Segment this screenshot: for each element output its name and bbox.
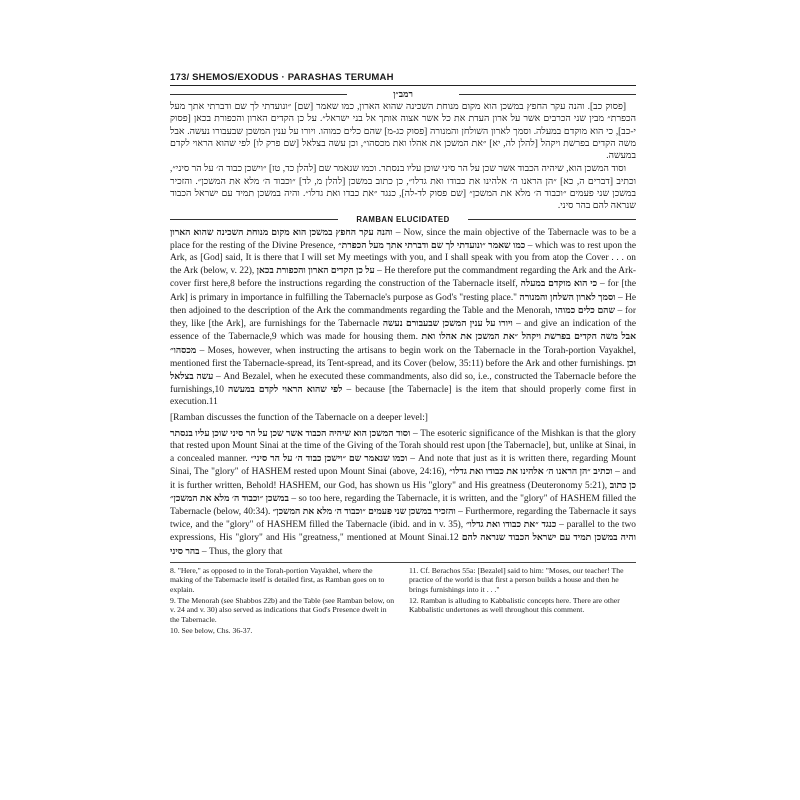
hebrew-phrase: כנגד ״את כבודו ואת גדלו״: [465, 519, 557, 530]
english-text: – and it is further written, Behold! HASHEM, our God, has shown us His "glory" and His greatness (Deuteronomy 5:21),: [170, 467, 636, 491]
elucidation-paragraph: [170, 427, 636, 558]
english-text: – He then adjoined to the description of the Ark the commandments regarding the Table and the Menorah,: [170, 292, 636, 316]
hebrew-phrase: כי הוא מוקדם במעלה: [520, 278, 598, 289]
english-text: – Thus, the glory that: [199, 546, 283, 557]
page-number: 173: [170, 72, 187, 83]
elucidation-paragraph: [170, 226, 636, 409]
hebrew-phrase: והיה במשכן תמיד עם ישראל הכבוד שנראה להם בהר סיני: [170, 532, 636, 556]
section-label: רמב״ן: [170, 89, 636, 99]
english-text: – And note that just as it is written there, regarding Mount Sinai, The "glory" of HASHEM rested upon Mount Sinai (above, 24:16),: [170, 454, 636, 478]
elucidation-body: [170, 226, 636, 558]
hebrew-phrase: ויורו על ענין המשכן שבעבורם נעשה: [382, 318, 513, 329]
footnotes: [170, 562, 636, 638]
english-text: – And Bezalel, when he executed these commandments, also did so, i.e., constructed the Tabernacle before the furnishings,10: [170, 371, 636, 396]
english-text: – Moses, however, when instructing the artisans to begin work on the Tabernacle in the Torah-portion Vayakhel, mentioned first the Tabernacle-spread, its Tent-spread, and its Cover (below, 35:11) before the Ark and other furnishings.: [170, 345, 636, 369]
footnote: 10. See below, Chs. 36-37.: [170, 626, 253, 636]
hebrew-commentary: [170, 101, 636, 213]
english-text: – so too here, regarding the Tabernacle, it is written, and the "glory" of HASHEM filled the Tabernacle (below, 40:34).: [170, 493, 636, 517]
hebrew-phrase: וכתיב ״הן הראנו ה׳ אלהינו את כבודו ואת גדלו״: [449, 466, 613, 477]
hebrew-phrase: שהם כלים כמוהו: [555, 304, 615, 315]
hebrew-phrase: וסוד המשכן הוא שיהיה הכבוד אשר שכן על הר סיני שוכן עליו בנסתר: [170, 427, 411, 438]
english-text: – parallel to the two expressions, His "glory" and His "greatness," mentioned at Mount Sinai.12: [170, 520, 636, 544]
hebrew-phrase: אבל משה הקדים בפרשת ויקהל ״את המשכן את אהלו ואת מכסהו״: [170, 331, 636, 355]
english-text: – Furthermore, regarding the Tabernacle it says twice, and the "glory" of HASHEM filled the Tabernacle (ibid. and in v. 35),: [170, 506, 636, 531]
footnotes-right-column: [409, 566, 636, 638]
english-text: – which was to rest upon the Ark, as [God] said, It is there that I will set My meetings with you, and I shall speak with you from atop the Cover . . . on the Ark (below, v. 22),: [170, 240, 636, 277]
hebrew-phrase: והזכיר במשכן שני פעמים ״וכבוד ה׳ מלא את המשכן״: [272, 505, 456, 516]
header-rule: [170, 85, 636, 86]
footnotes-left-column: [170, 566, 397, 638]
hebrew-phrase: וכמו שנאמר שם ״וישכן כבוד ה׳ על הר סיני״: [250, 453, 408, 464]
english-text: – for [the Ark] is primary in importance in fulfilling the Tabernacle's purpose as God's "resting place.": [170, 279, 636, 303]
hebrew-phrase: על כן הקדים הארון והכפורת בכאן: [256, 265, 375, 276]
english-text: – and give an indication of the essence of the Tabernacle,9 which was made for housing them.: [170, 319, 636, 343]
hebrew-phrase: כן כתוב במשכן ״וכבוד ה׳ מלא את המשכן״: [170, 479, 636, 503]
english-text: – He therefore put the commandment regarding the Ark and the Ark-cover first here,8 before the instructions regarding the construction of the Tabernacle itself,: [170, 266, 636, 290]
footnote: 9. The Menorah (see Shabbos 22b) and the Table (see Ramban below, on v. 24 and v. 30) also served as indications that God's Presence dwelt in the Tabernacle.: [170, 595, 395, 624]
hebrew-paragraph: [פסוק כב]. והנה עקר החפץ במשכן הוא מקום מנוחת השכינה שהוא הארון, כמו שאמר [שם] ״ונועדתי לך שם ודברתי אתך מעל הכפרת״ מבין שני הכרבים אשר על ארון העדת את כל אשר אצוה אותך אל בני ישראל״. על כן הקדים הארון והכפורת בכאן [פסוק י-כב], כי הוא מוקדם במעלה. וסמך לארון השולחן והמנורה [פסוק כג-מ] שהם כלים כמוהו. ויורו על ענין המשכן שבעבורו נעשה. אבל משה הקדים בפרשת ויקהל [להלן לה, יא] ״את המשכן את אהלו ואת מכסהו״, וכן עשה בצלאל [שם פרק לו] לפי שהוא הראוי לקדם במעשה.: [170, 102, 636, 162]
footnote: 12. Ramban is alluding to Kabbalistic concepts here. There are other Kabbalistic undertones as well throughout this comment.: [409, 595, 620, 615]
english-text: – for they, like [the Ark], are furnishings for the Tabernacle: [170, 305, 636, 330]
header-title: / SHEMOS/EXODUS · PARASHAS TERUMAH: [186, 72, 394, 83]
footnote: 11. Cf. Berachos 55a: [Bezalel] said to him: "Moses, our teacher! The practice of the world is that first a person builds a house and then he brings furnishings into it . . .": [409, 565, 624, 594]
bracket-note: [Ramban discusses the function of the Tabernacle on a deeper level:]: [170, 412, 428, 423]
hebrew-phrase: וכן עשה בצלאל: [170, 357, 636, 381]
running-header: [170, 72, 636, 83]
english-text: – because [the Tabernacle] is the item that should properly come first in execution.11: [170, 385, 636, 408]
hebrew-phrase: כמו שאמר ״ונועדתי לך שם ודברתי אתך מעל הכפרת״: [338, 239, 526, 250]
english-text: – The esoteric significance of the Mishkan is that the glory that rested upon Mount Sinai at the time of the Giving of the Torah should rest upon [the Tabernacle], but, unlike at Sinai, in a concealed manner.: [170, 428, 636, 465]
hebrew-phrase: והנה עקר החפץ במשכן הוא מקום מנוחת השכינה שהוא הארון: [170, 226, 393, 237]
hebrew-paragraph: וסוד המשכן הוא, שיהיה הכבוד אשר שכן על הר סיני שוכן עליו בנסתר. וכמו שנאמר שם [להלן כד, טז] ״וישכן כבוד ה׳ על הר סיני״, וכתיב [דברים ה, כא] ״הן הראנו ה׳ אלהינו את כבודו ואת גדלו״, כן כתוב במשכן [להלן מ, לד] ״וכבוד ה׳ מלא את המשכן״. והזכיר במשכן שני פעמים ״וכבוד ה׳ מלא את המשכן״ [שם פסוק לד-לה], כנגד ״את כבדו ואת גדלו״. והיה במשכן תמיד עם ישראל הכבוד שנראה להם בהר סיני.: [170, 164, 636, 212]
hebrew-phrase: לפי שהוא הראוי לקדם במעשה: [227, 384, 343, 395]
hebrew-phrase: וסמך לארון השלחן והמנורה: [519, 291, 616, 302]
elucidated-label: RAMBAN ELUCIDATED: [170, 215, 636, 224]
footnote: 8. "Here," as opposed to in the Torah-portion Vayakhel, where the making of the Tabernacle itself is detailed first, as Ramban goes on to explain.: [170, 565, 385, 594]
english-text: – Now, since the main objective of the Tabernacle was to be a place for the resting of the Divine Presence,: [170, 227, 636, 251]
book-page: [170, 72, 636, 742]
